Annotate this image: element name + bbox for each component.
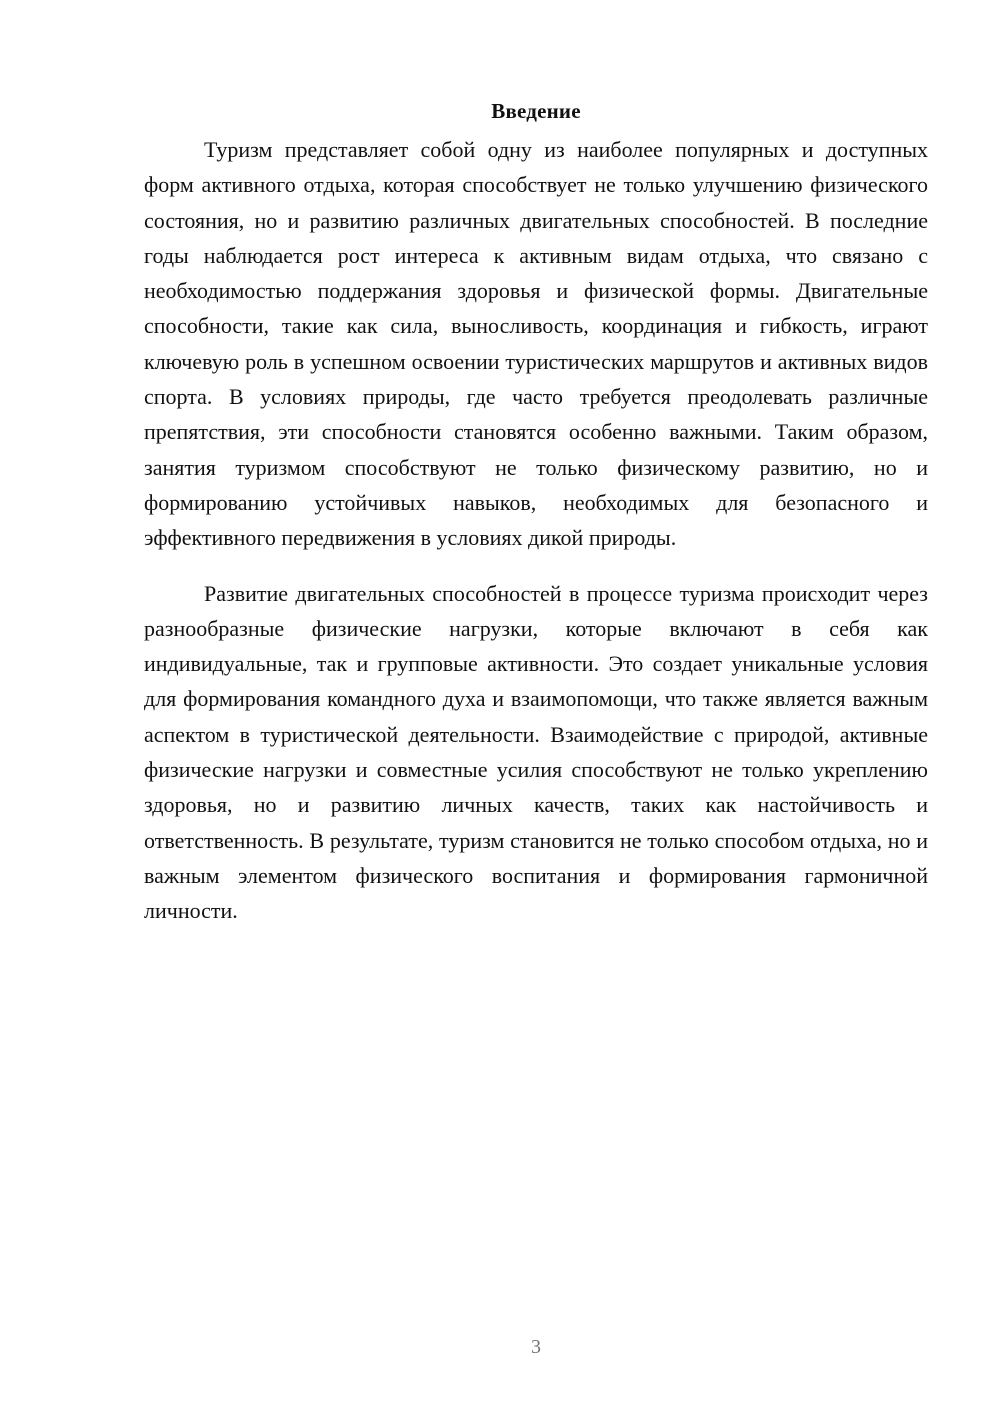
paragraph-1: Туризм представляет собой одну из наиболее популярных и доступных форм активного отдыха, которая способствует не только улучшению физического состояния, но и развитию различных двигательных способностей. В последние годы наблюдается рост интереса к активным видам отдыха, что связано с необходимостью поддержания здоровья и физической формы. Двигательные способности, такие как сила, выносливость, координация и гибкость, играют ключевую роль в успешном освоении туристических маршрутов и активных видов спорта. В условиях природы, где часто требуется преодолевать различные препятствия, эти способности становятся особенно важными. Таким образом, занятия туризмом способствуют не только физическому развитию, но и формированию устойчивых навыков, необходимых для безопасного и эффективного передвижения в условиях дикой природы. <box>144 137 928 551</box>
section-title: Введение <box>491 99 581 123</box>
page-number: 3 <box>531 1336 541 1358</box>
paragraph-2: Развитие двигательных способностей в процессе туризма происходит через разнообразные физические нагрузки, которые включают в себя как индивидуальные, так и групповые активности. Это создает уникальные условия для формирования командного духа и взаимопомощи, что также является важным аспектом в туристической деятельности. Взаимодействие с природой, активные физические нагрузки и совместные усилия способствуют не только укреплению здоровья, но и развитию личных качеств, таких как настойчивость и ответственность. В результате, туризм становится не только способом отдыха, но и важным элементом физического воспитания и формирования гармоничной личности. <box>144 580 928 924</box>
page-content <box>144 96 928 929</box>
